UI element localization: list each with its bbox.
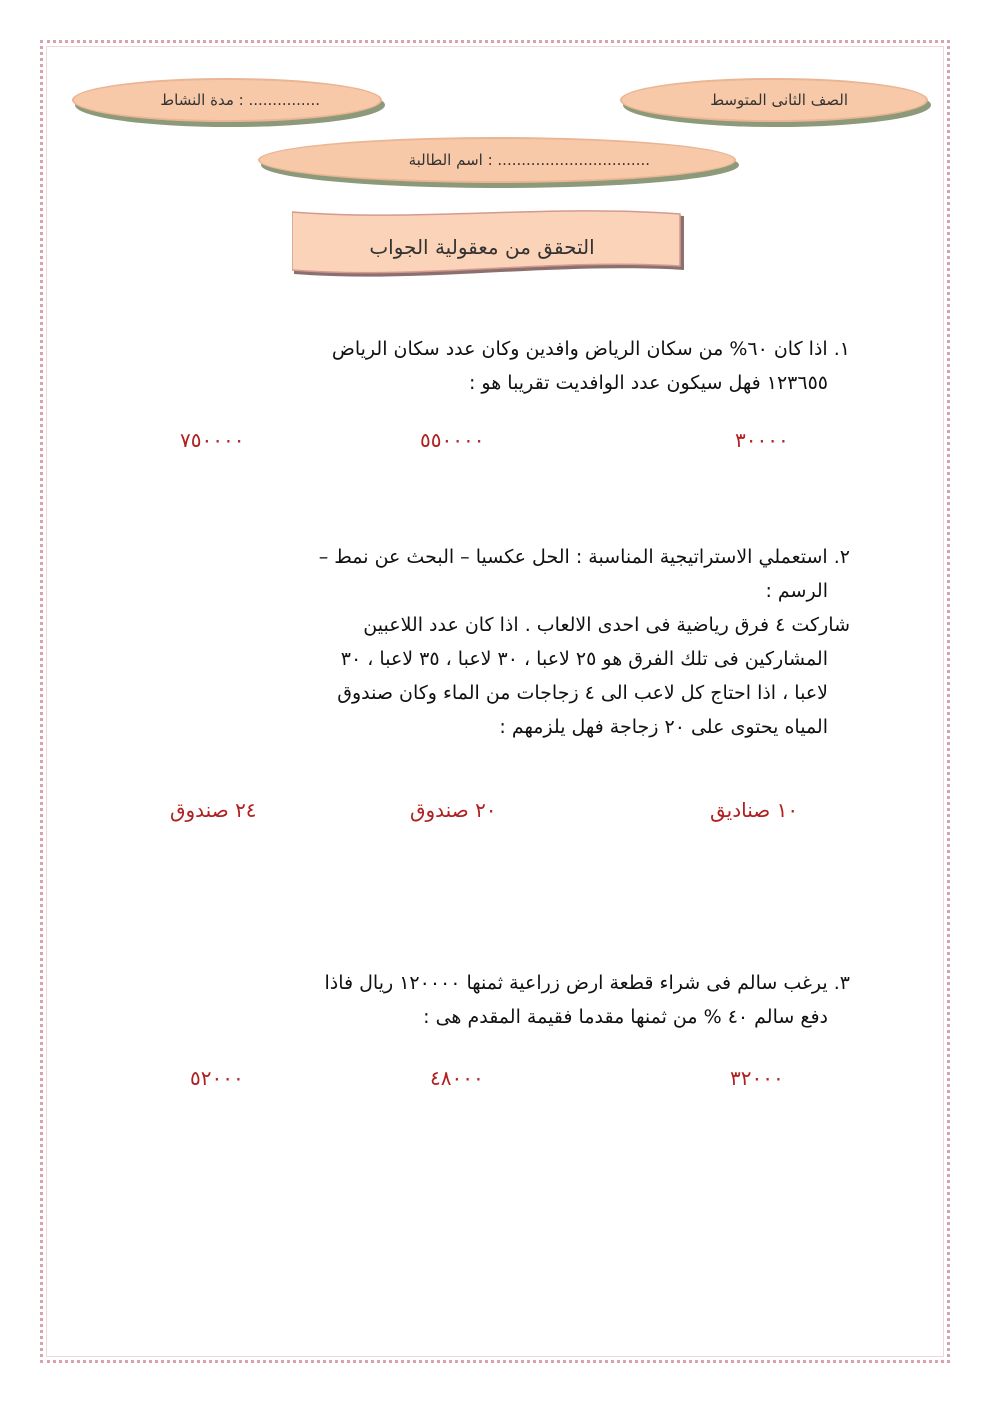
duration-badge xyxy=(72,78,382,122)
grade-label: الصف الثانى المتوسط xyxy=(710,91,848,109)
title-banner xyxy=(292,210,686,282)
q2-option-3: ٢٤ صندوق xyxy=(170,798,257,822)
question-2-line-3: شاركت ٤ فرق رياضية فى احدى الالعاب . اذا كان عدد اللاعبين xyxy=(363,614,850,636)
question-2 xyxy=(150,540,850,744)
question-3-line-2: دفع سالم ٤٠ % من ثمنها مقدما فقيمة المقدم هى : xyxy=(423,1006,828,1028)
question-3 xyxy=(150,966,850,1034)
question-2-line-1: ٢. استعملي الاستراتيجية المناسبة : الحل عكسيا – البحث عن نمط – xyxy=(318,546,850,568)
student-name-badge xyxy=(258,137,736,183)
question-1-line-1: ١. اذا كان ٦٠% من سكان الرياض وافدين وكان عدد سكان الرياض xyxy=(331,338,850,360)
question-3-line-1: ٣. يرغب سالم فى شراء قطعة ارض زراعية ثمنها ١٢٠٠٠٠ ريال فاذا xyxy=(324,972,850,994)
question-1 xyxy=(150,332,850,400)
question-2-line-2: الرسم : xyxy=(765,580,828,602)
page-title: التحقق من معقولية الجواب xyxy=(369,235,595,259)
q3-option-3: ٥٢٠٠٠ xyxy=(190,1066,244,1090)
q1-option-2: ٥٥٠٠٠٠ xyxy=(420,428,485,452)
question-1-line-2: ١٢٣٦٥٥ فهل سيكون عدد الوافديت تقريبا هو : xyxy=(468,372,828,394)
student-name-label: اسم الطالبة : ................................ xyxy=(408,151,650,169)
q2-option-1: ١٠ صناديق xyxy=(710,798,799,822)
q2-option-2: ٢٠ صندوق xyxy=(410,798,497,822)
question-2-line-5: لاعبا ، اذا احتاج كل لاعب الى ٤ زجاجات من الماء وكان صندوق xyxy=(337,682,828,704)
question-2-line-6: المياه يحتوى على ٢٠ زجاجة فهل يلزمهم : xyxy=(499,716,828,738)
q1-option-3: ٧٥٠٠٠٠ xyxy=(180,428,245,452)
q3-option-1: ٣٢٠٠٠ xyxy=(730,1066,784,1090)
q1-option-1: ٣٠٠٠٠ xyxy=(735,428,789,452)
question-2-line-4: المشاركين فى تلك الفرق هو ٢٥ لاعبا ، ٣٠ لاعبا ، ٣٥ لاعبا ، ٣٠ xyxy=(340,648,828,670)
q3-option-2: ٤٨٠٠٠ xyxy=(430,1066,484,1090)
duration-label: مدة النشاط : ............... xyxy=(160,91,320,109)
grade-badge xyxy=(620,78,928,122)
